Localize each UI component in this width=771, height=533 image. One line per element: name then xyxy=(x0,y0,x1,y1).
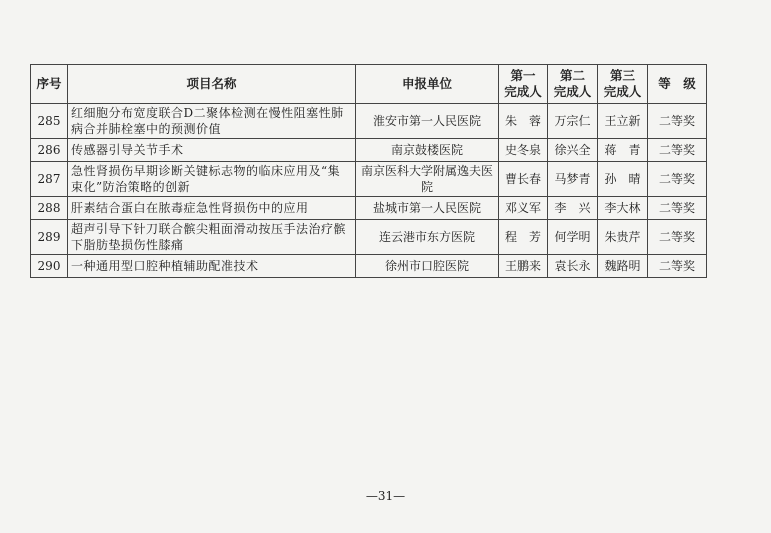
table-row xyxy=(31,104,707,139)
table-row xyxy=(31,255,707,278)
table-header-row xyxy=(31,65,707,104)
row-index: 289 xyxy=(31,220,68,255)
row-grade: 二等奖 xyxy=(648,139,707,162)
row-unit: 南京鼓楼医院 xyxy=(356,139,499,162)
row-grade: 二等奖 xyxy=(648,255,707,278)
row-grade: 二等奖 xyxy=(648,162,707,197)
row-unit: 连云港市东方医院 xyxy=(356,220,499,255)
row-second-completer: 万宗仁 xyxy=(548,104,598,139)
award-table xyxy=(30,64,707,278)
row-second-completer: 马梦青 xyxy=(548,162,598,197)
row-index: 285 xyxy=(31,104,68,139)
table-row xyxy=(31,197,707,220)
row-index: 288 xyxy=(31,197,68,220)
row-project-name: 超声引导下针刀联合髌尖粗面滑动按压手法治疗髌下脂肪垫损伤性膝痛 xyxy=(68,220,356,255)
row-unit: 徐州市口腔医院 xyxy=(356,255,499,278)
row-project-name: 一种通用型口腔种植辅助配准技术 xyxy=(68,255,356,278)
row-first-completer: 史冬泉 xyxy=(499,139,548,162)
header-second-completer: 第二 完成人 xyxy=(548,65,598,104)
row-grade: 二等奖 xyxy=(648,197,707,220)
row-unit: 南京医科大学附属逸夫医院 xyxy=(356,162,499,197)
header-first-completer: 第一 完成人 xyxy=(499,65,548,104)
row-third-completer: 王立新 xyxy=(598,104,648,139)
row-index: 290 xyxy=(31,255,68,278)
row-third-completer: 魏路明 xyxy=(598,255,648,278)
row-project-name: 肝素结合蛋白在脓毒症急性肾损伤中的应用 xyxy=(68,197,356,220)
table-row xyxy=(31,139,707,162)
header-index: 序号 xyxy=(31,65,68,104)
page-number: —31— xyxy=(365,489,406,503)
row-first-completer: 邓义军 xyxy=(499,197,548,220)
table-row xyxy=(31,162,707,197)
row-project-name: 急性肾损伤早期诊断关键标志物的临床应用及“集束化”防治策略的创新 xyxy=(68,162,356,197)
row-index: 287 xyxy=(31,162,68,197)
row-index: 286 xyxy=(31,139,68,162)
row-second-completer: 袁长永 xyxy=(548,255,598,278)
row-first-completer: 曹长春 xyxy=(499,162,548,197)
row-project-name: 红细胞分布宽度联合D二聚体检测在慢性阻塞性肺病合并肺栓塞中的预测价值 xyxy=(68,104,356,139)
row-second-completer: 徐兴全 xyxy=(548,139,598,162)
row-third-completer: 李大林 xyxy=(598,197,648,220)
row-first-completer: 王鹏来 xyxy=(499,255,548,278)
header-project-name: 项目名称 xyxy=(68,65,356,104)
row-second-completer: 李 兴 xyxy=(548,197,598,220)
row-second-completer: 何学明 xyxy=(548,220,598,255)
row-first-completer: 程 芳 xyxy=(499,220,548,255)
row-third-completer: 孙 晴 xyxy=(598,162,648,197)
row-project-name: 传感器引导关节手术 xyxy=(68,139,356,162)
table-row xyxy=(31,220,707,255)
header-grade: 等 级 xyxy=(648,65,707,104)
row-first-completer: 朱 蓉 xyxy=(499,104,548,139)
row-third-completer: 蒋 青 xyxy=(598,139,648,162)
row-third-completer: 朱贵芹 xyxy=(598,220,648,255)
row-grade: 二等奖 xyxy=(648,104,707,139)
header-unit: 申报单位 xyxy=(356,65,499,104)
header-third-completer: 第三 完成人 xyxy=(598,65,648,104)
row-grade: 二等奖 xyxy=(648,220,707,255)
row-unit: 淮安市第一人民医院 xyxy=(356,104,499,139)
row-unit: 盐城市第一人民医院 xyxy=(356,197,499,220)
